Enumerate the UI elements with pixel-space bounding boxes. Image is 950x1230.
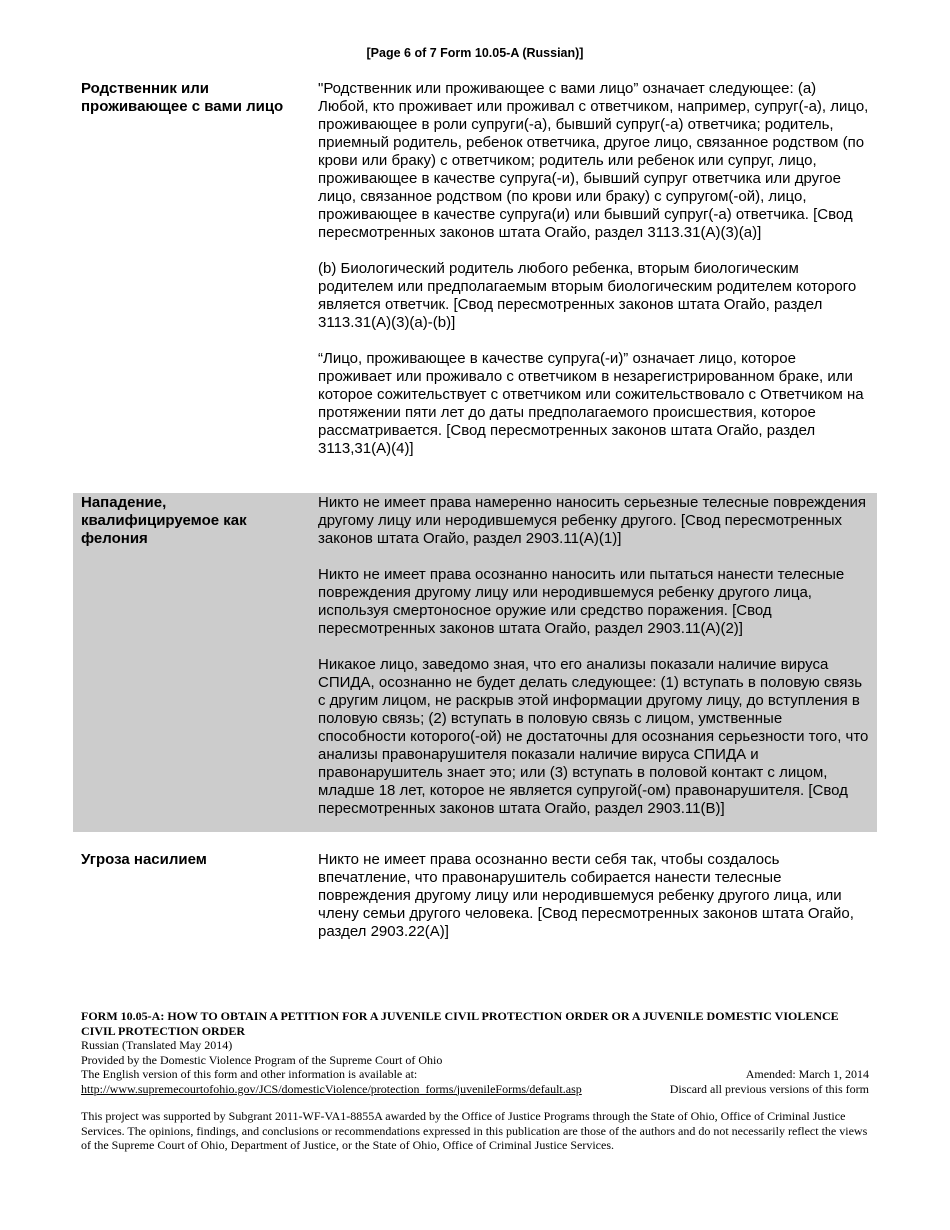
definition-paragraph: Никто не имеет права намеренно наносить серьезные телесные повреждения другому лицу или неродившемуся ребенку другого. [Свод пересмотренных законов штата Огайо, раздел 2903.11(A)(1)] xyxy=(318,494,867,547)
page-header: [Page 6 of 7 Form 10.05-A (Russian)] xyxy=(366,46,584,60)
definition-row-menacing xyxy=(73,851,877,943)
provider-note: Provided by the Domestic Violence Program of the Supreme Court of Ohio xyxy=(81,1052,443,1067)
definition-paragraph: Никто не имеет права осознанно вести себя так, чтобы создалось впечатление, что правонарушитель собирается нанести телесные повреждения другому лицу или неродившемуся ребенку другого лица, или члену семьи другого человека. [Свод пересмотренных законов штата Огайо, раздел 2903.22(A)] xyxy=(318,851,854,940)
definition-text xyxy=(318,494,870,818)
translation-note: Russian (Translated May 2014) xyxy=(81,1038,233,1052)
english-version-note: The English version of this form and other information is available at: xyxy=(81,1067,418,1081)
definition-text xyxy=(318,80,870,458)
definition-paragraph: “Лицо, проживающее в качестве супруга(-и)” означает лицо, которое проживает или проживало с ответчиком в незарегистрированном браке, или которое сожительствует с ответчиком или сожительствовало с Ответчиком на протяжении пяти лет до даты предполагаемого происшествия, которое рассматривается. [Свод пересмотренных законов штата Огайо, раздел 3113,31(A)(4)] xyxy=(318,350,864,457)
definition-paragraph: (b) Биологический родитель любого ребенка, вторым биологическим родителем или предполагаемым вторым биологическим родителем которого является ответчик. [Свод пересмотренных законов штата Огайо, раздел 3113.31(A)(3)(a)-(b)] xyxy=(318,260,857,331)
definition-row-relative xyxy=(73,80,877,480)
discard-note: Discard all previous versions of this form xyxy=(669,1081,869,1096)
definition-paragraph: Никто не имеет права осознанно наносить или пытаться нанести телесные повреждения другому лицу или неродившемуся ребенку другого лица, используя смертоносное оружие или средство поражения. [Свод пересмотренных законов штата Огайо, раздел 2903.11(A)(2)] xyxy=(318,566,845,637)
form-url-link[interactable]: http://www.supremecourtofohio.gov/JCS/domesticViolence/protection_forms/juvenileForms/default.asp xyxy=(81,1081,582,1096)
definition-text xyxy=(318,851,870,941)
term-relative: Родственник или проживающее с вами лицо xyxy=(81,80,284,115)
form-title: FORM 10.05-A: HOW TO OBTAIN A PETITION FOR A JUVENILE CIVIL PROTECTION ORDER OR A JUVENILE DOMESTIC VIOLENCE CIVIL PROTECTION ORDER xyxy=(81,1009,839,1038)
form-footer xyxy=(81,1009,869,1096)
definition-row-felonious-assault xyxy=(73,493,877,832)
term-felonious-assault: Нападение, квалифицируемое как фелония xyxy=(81,494,247,547)
definition-paragraph: Никакое лицо, заведомо зная, что его анализы показали наличие вируса СПИДА, осознанно не будет делать следующее: (1) вступать в половую связь с другим лицом, не раскрыв этой информации другому лицу, до вступления в половую связь; (2) вступать в половую связь с лицом, умственные способности которого(-ой) не достаточны для осознания серьезности того, что анализы правонарушителя показали наличие вируса СПИДА и правонарушитель знает это; или (3) вступать в половой контакт с лицом, младше 18 лет, которое не является супругой(-ом) правонарушителя. [Свод пересмотренных законов штата Огайо, раздел 2903.11(B)] xyxy=(318,656,869,817)
term-menacing: Угроза насилием xyxy=(81,851,207,868)
definition-paragraph: "Родственник или проживающее с вами лицо” означает следующее: (a) Любой, кто проживает или проживал с ответчиком, например, супруг(-а), лицо, проживающее в роли супруги(-а), бывший супруг(-а) ответчика; родитель, приемный родитель, ребенок ответчика, другое лицо, связанное родством (по крови или браку) с ответчиком; родитель или ребенок или супруг, лицо, проживающее в качестве супруга(-и), бывший супруг ответчика или другое лицо, связанное родством (по крови или браку) с супругом(-ой), лицо, проживающее в качестве супруга(и) или бывший супруг(-а) ответчика. [Свод пересмотренных законов штата Огайо, раздел 3113.31(A)(3)(a)] xyxy=(318,80,869,241)
funding-statement: This project was supported by Subgrant 2011-WF-VA1-8855A awarded by the Office of Justice Programs through the State of Ohio, Office of Criminal Justice Services. The opinions, findings, and conclusions or recommendations expressed in this publication are those of the authors and do not necessarily reflect the views of the Supreme Court of Ohio, Department of Justice, or the State of Ohio, Office of Criminal Justice Services. xyxy=(81,1109,868,1152)
amended-date: Amended: March 1, 2014 xyxy=(745,1067,869,1081)
